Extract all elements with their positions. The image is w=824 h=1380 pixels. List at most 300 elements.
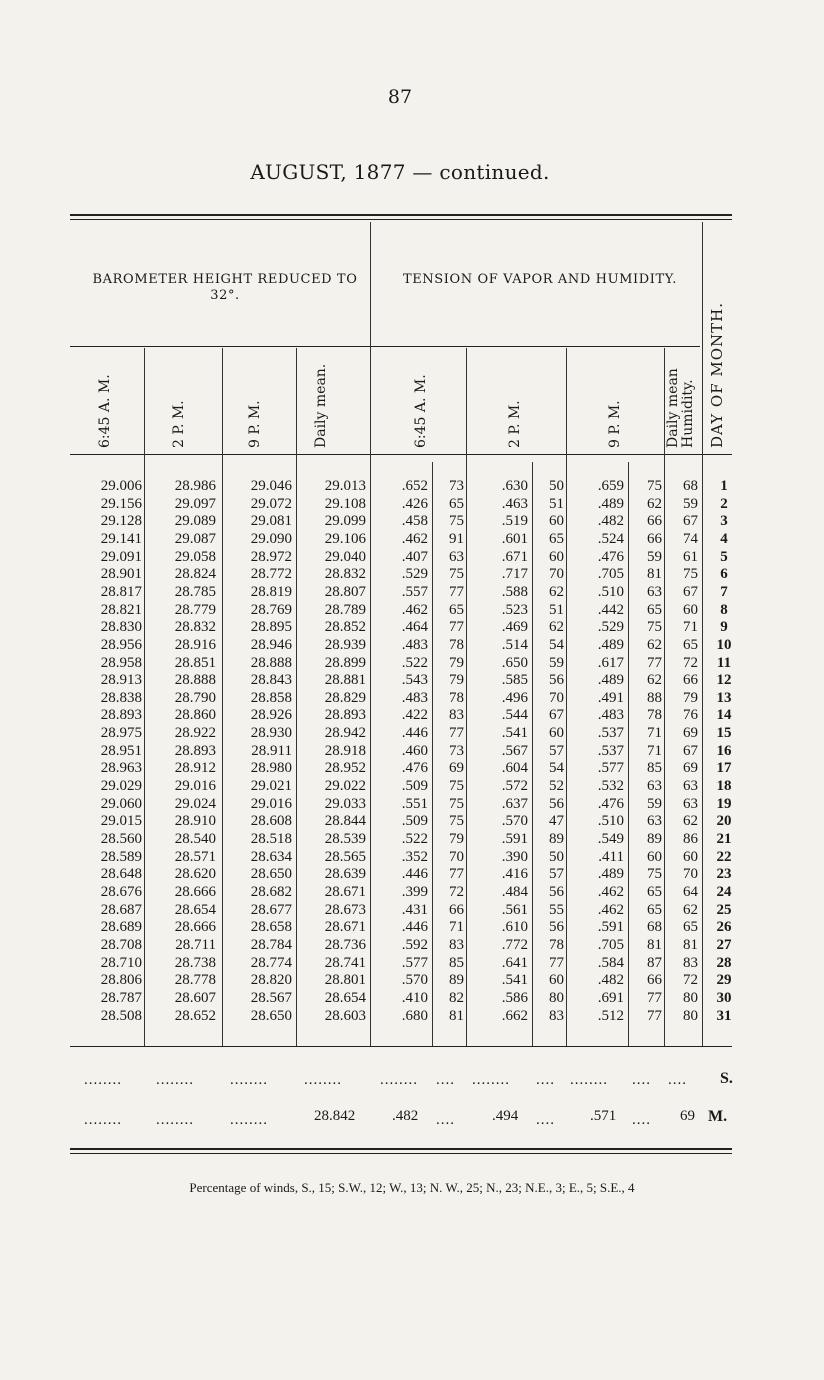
cell-bar-9pm: 28.772: [250, 566, 292, 583]
cell-hum-645: 75: [449, 513, 464, 530]
cell-vap-2pm: .463: [501, 495, 528, 512]
cell-vap-645: .464: [401, 619, 428, 636]
cell-vap-2pm: .519: [501, 513, 528, 530]
cell-hum-mean: 66: [683, 672, 698, 689]
cell-hum-9pm: 62: [647, 672, 662, 689]
cell-hum-mean: 72: [683, 972, 698, 989]
cell-bar-9pm: 29.021: [250, 778, 292, 795]
cell-vap-645: .570: [401, 972, 428, 989]
cell-vap-2pm: .662: [501, 1007, 528, 1024]
cell-vap-9pm: .462: [597, 901, 624, 918]
cell-hum-9pm: 88: [647, 689, 662, 706]
cell-vap-9pm: .532: [597, 778, 624, 795]
cell-bar-mean: 28.942: [324, 725, 366, 742]
cell-vap-645: .476: [401, 760, 428, 777]
header-vapor-9pm: 9 P. M.: [607, 400, 623, 448]
cell-vap-9pm: .462: [597, 883, 624, 900]
cell-hum-9pm: 62: [647, 495, 662, 512]
cell-hum-mean: 76: [683, 707, 698, 724]
cell-bar-2pm: 28.620: [174, 866, 216, 883]
cell-vap-2pm: .561: [501, 901, 528, 918]
cell-bar-2pm: 28.986: [174, 478, 216, 494]
group-header-vapor: TENSION OF VAPOR AND HUMIDITY.: [402, 272, 678, 287]
cell-hum-2pm: 77: [549, 954, 564, 971]
cell-hum-2pm: 51: [549, 601, 564, 618]
cell-vap-2pm: .484: [501, 883, 528, 900]
dots: ....: [436, 1112, 455, 1128]
cell-hum-9pm: 65: [647, 883, 662, 900]
cell-bar-2pm: 28.832: [174, 619, 216, 636]
cell-hum-mean: 83: [683, 954, 698, 971]
cell-vap-2pm: .570: [501, 813, 528, 830]
cell-hum-645: 73: [449, 478, 464, 494]
divider-col: [466, 348, 467, 1046]
cell-hum-645: 77: [449, 619, 464, 636]
cell-hum-mean: 64: [683, 883, 698, 900]
cell-bar-645: 29.029: [100, 778, 142, 795]
cell-bar-9pm: 28.677: [250, 901, 292, 918]
cell-bar-9pm: 28.980: [250, 760, 292, 777]
cell-bar-645: 28.689: [100, 919, 142, 936]
cell-hum-2pm: 56: [549, 672, 564, 689]
cell-day: 23: [716, 866, 732, 883]
header-day-of-month: DAY OF MONTH.: [708, 301, 726, 448]
cell-hum-9pm: 77: [647, 1007, 662, 1024]
cell-day: 11: [716, 654, 732, 671]
cell-bar-645: 28.963: [100, 760, 142, 777]
summary-vapor-9pm: .571: [590, 1108, 617, 1124]
cell-vap-645: .352: [401, 848, 428, 865]
cell-bar-9pm: 28.819: [250, 583, 292, 600]
cell-vap-9pm: .529: [597, 619, 624, 636]
cell-hum-9pm: 63: [647, 813, 662, 830]
cell-bar-mean: 28.654: [324, 989, 366, 1006]
cell-bar-9pm: 29.072: [250, 495, 292, 512]
cell-hum-mean: 65: [683, 919, 698, 936]
cell-vap-645: .422: [401, 707, 428, 724]
cell-hum-mean: 68: [683, 478, 698, 494]
cell-hum-2pm: 59: [549, 654, 564, 671]
cell-bar-2pm: 28.607: [174, 989, 216, 1006]
cell-vap-2pm: .586: [501, 989, 528, 1006]
cell-vap-645: .446: [401, 866, 428, 883]
cell-bar-645: 29.091: [100, 548, 142, 565]
cell-bar-2pm: 28.711: [175, 936, 216, 953]
cell-vap-2pm: .572: [501, 778, 528, 795]
cell-bar-mean: 28.801: [324, 972, 366, 989]
cell-vap-2pm: .588: [501, 583, 528, 600]
cell-vap-2pm: .541: [501, 972, 528, 989]
cell-vap-645: .509: [401, 813, 428, 830]
cell-bar-645: 28.951: [100, 742, 142, 759]
cell-hum-mean: 60: [683, 848, 698, 865]
cell-bar-645: 28.956: [100, 636, 142, 653]
cell-bar-9pm: 28.682: [250, 883, 292, 900]
cell-hum-9pm: 63: [647, 778, 662, 795]
dots: ....: [632, 1112, 651, 1128]
cell-day: 28: [716, 954, 732, 971]
cell-day: 24: [716, 883, 732, 900]
cell-vap-2pm: .469: [501, 619, 528, 636]
cell-bar-mean: 28.939: [324, 636, 366, 653]
cell-vap-645: .483: [401, 689, 428, 706]
cell-vap-645: .431: [401, 901, 428, 918]
cell-bar-2pm: 28.916: [174, 636, 216, 653]
cell-vap-645: .462: [401, 530, 428, 547]
dots: ........: [84, 1072, 122, 1088]
cell-bar-645: 28.676: [100, 883, 142, 900]
dots: ....: [632, 1072, 651, 1088]
cell-vap-2pm: .390: [501, 848, 528, 865]
cell-day: 26: [716, 919, 732, 936]
cell-vap-645: .577: [401, 954, 428, 971]
cell-bar-mean: 29.040: [324, 548, 366, 565]
cell-hum-645: 89: [449, 972, 464, 989]
cell-vap-645: .557: [401, 583, 428, 600]
cell-hum-645: 72: [449, 883, 464, 900]
cell-bar-2pm: 29.016: [174, 778, 216, 795]
dots: ........: [380, 1072, 418, 1088]
cell-day: 6: [720, 566, 728, 583]
cell-hum-2pm: 54: [549, 760, 564, 777]
cell-day: 14: [716, 707, 732, 724]
cell-bar-mean: 28.952: [324, 760, 366, 777]
divider-barometer-vapor: [370, 222, 371, 1046]
cell-hum-2pm: 57: [549, 866, 564, 883]
cell-vap-9pm: .705: [597, 566, 624, 583]
divider-col: [566, 348, 567, 1046]
cell-hum-645: 71: [449, 919, 464, 936]
cell-bar-mean: 28.736: [324, 936, 366, 953]
cell-vap-9pm: .691: [597, 989, 624, 1006]
cell-vap-2pm: .630: [501, 478, 528, 494]
cell-bar-2pm: 28.860: [174, 707, 216, 724]
cell-vap-9pm: .659: [597, 478, 624, 494]
cell-bar-2pm: 28.738: [174, 954, 216, 971]
dots: ....: [668, 1072, 687, 1088]
cell-bar-9pm: 28.888: [250, 654, 292, 671]
cell-bar-645: 28.893: [100, 707, 142, 724]
cell-day: 13: [716, 689, 732, 706]
cell-hum-9pm: 63: [647, 583, 662, 600]
cell-vap-2pm: .514: [501, 636, 528, 653]
cell-vap-645: .462: [401, 601, 428, 618]
cell-vap-645: .529: [401, 566, 428, 583]
cell-vap-645: .522: [401, 654, 428, 671]
dots: ........: [472, 1072, 510, 1088]
cell-bar-645: 28.913: [100, 672, 142, 689]
dots: ........: [570, 1072, 608, 1088]
cell-hum-9pm: 71: [647, 742, 662, 759]
dots: ........: [230, 1112, 268, 1128]
cell-bar-645: 29.006: [100, 478, 142, 494]
divider-col: [222, 348, 223, 1046]
cell-bar-9pm: 28.911: [251, 742, 292, 759]
cell-vap-645: .592: [401, 936, 428, 953]
cell-hum-2pm: 47: [549, 813, 564, 830]
cell-vap-645: .399: [401, 883, 428, 900]
cell-hum-2pm: 52: [549, 778, 564, 795]
cell-hum-mean: 69: [683, 725, 698, 742]
cell-vap-2pm: .637: [501, 795, 528, 812]
wind-footnote: Percentage of winds, S., 15; S.W., 12; W., 13; N. W., 25; N., 23; N.E., 3; E., 5; S.E., 4: [189, 1180, 635, 1195]
cell-hum-mean: 69: [683, 760, 698, 777]
cell-hum-645: 81: [449, 1007, 464, 1024]
dots: ....: [536, 1112, 555, 1128]
cell-vap-645: .483: [401, 636, 428, 653]
cell-bar-9pm: 28.518: [250, 831, 292, 847]
cell-day: 20: [716, 813, 732, 830]
body-bottom-rule: [70, 1046, 732, 1047]
cell-bar-2pm: 29.058: [174, 548, 216, 565]
cell-bar-2pm: 28.912: [174, 760, 216, 777]
cell-hum-2pm: 54: [549, 636, 564, 653]
header-barometer-645: 6:45 A. M.: [97, 374, 113, 448]
cell-hum-645: 75: [449, 813, 464, 830]
cell-vap-645: .446: [401, 725, 428, 742]
cell-day: 5: [720, 548, 728, 565]
cell-bar-2pm: 28.893: [174, 742, 216, 759]
cell-bar-645: 28.838: [100, 689, 142, 706]
cell-bar-2pm: 28.666: [174, 883, 216, 900]
cell-hum-9pm: 65: [647, 901, 662, 918]
cell-hum-mean: 67: [683, 742, 698, 759]
cell-day: 7: [720, 583, 728, 600]
cell-hum-mean: 67: [683, 513, 698, 530]
cell-vap-645: .410: [401, 989, 428, 1006]
cell-vap-9pm: .491: [597, 689, 624, 706]
cell-bar-9pm: 28.650: [250, 866, 292, 883]
header-barometer-daily-mean: Daily mean.: [313, 363, 329, 448]
cell-bar-mean: 28.671: [324, 919, 366, 936]
cell-bar-mean: 28.539: [324, 831, 366, 847]
cell-bar-645: 29.015: [100, 813, 142, 830]
cell-hum-2pm: 60: [549, 725, 564, 742]
divider-col: [144, 348, 145, 1046]
cell-hum-645: 83: [449, 936, 464, 953]
cell-bar-mean: 28.741: [324, 954, 366, 971]
header-vapor-645: 6:45 A. M.: [413, 374, 429, 448]
cell-day: 3: [720, 513, 728, 530]
summary-mean-barometer: 28.842: [314, 1108, 356, 1124]
cell-hum-645: 79: [449, 831, 464, 847]
cell-hum-2pm: 57: [549, 742, 564, 759]
cell-bar-2pm: 28.790: [174, 689, 216, 706]
cell-hum-9pm: 75: [647, 478, 662, 494]
cell-bar-645: 28.958: [100, 654, 142, 671]
cell-bar-2pm: 29.089: [174, 513, 216, 530]
cell-hum-mean: 80: [683, 1007, 698, 1024]
dots: ........: [304, 1072, 342, 1088]
dots: ....: [536, 1072, 555, 1088]
cell-bar-645: 28.806: [100, 972, 142, 989]
cell-bar-2pm: 28.654: [174, 901, 216, 918]
cell-vap-9pm: .537: [597, 725, 624, 742]
cell-bar-645: 28.975: [100, 725, 142, 742]
cell-hum-9pm: 59: [647, 548, 662, 565]
cell-hum-645: 65: [449, 601, 464, 618]
top-rule-thin: [70, 219, 732, 220]
cell-hum-9pm: 66: [647, 513, 662, 530]
cell-bar-9pm: 28.784: [250, 936, 292, 953]
dots: ....: [436, 1072, 455, 1088]
cell-vap-9pm: .584: [597, 954, 624, 971]
cell-hum-2pm: 83: [549, 1007, 564, 1024]
cell-vap-2pm: .772: [501, 936, 528, 953]
cell-vap-9pm: .510: [597, 583, 624, 600]
cell-hum-9pm: 71: [647, 725, 662, 742]
cell-hum-9pm: 75: [647, 866, 662, 883]
cell-bar-9pm: 28.650: [250, 1007, 292, 1024]
cell-vap-2pm: .541: [501, 725, 528, 742]
cell-hum-645: 78: [449, 636, 464, 653]
summary-label-s: S.: [720, 1070, 733, 1087]
cell-vap-9pm: .591: [597, 919, 624, 936]
cell-bar-9pm: 28.774: [250, 954, 292, 971]
cell-hum-9pm: 75: [647, 619, 662, 636]
cell-bar-2pm: 28.778: [174, 972, 216, 989]
cell-vap-9pm: .489: [597, 636, 624, 653]
cell-vap-645: .680: [401, 1007, 428, 1024]
cell-bar-645: 28.648: [100, 866, 142, 883]
cell-day: 17: [716, 760, 732, 777]
cell-hum-645: 65: [449, 495, 464, 512]
cell-bar-9pm: 29.016: [250, 795, 292, 812]
cell-hum-2pm: 67: [549, 707, 564, 724]
cell-bar-645: 28.821: [100, 601, 142, 618]
cell-bar-mean: 28.881: [324, 672, 366, 689]
cell-hum-2pm: 51: [549, 495, 564, 512]
cell-vap-2pm: .610: [501, 919, 528, 936]
header-bottom-rule: [70, 454, 732, 455]
cell-bar-9pm: 28.946: [250, 636, 292, 653]
cell-vap-9pm: .617: [597, 654, 624, 671]
header-daily-mean-humidity: Daily mean Humidity.: [665, 368, 696, 448]
cell-vap-2pm: .601: [501, 530, 528, 547]
cell-bar-645: 29.128: [100, 513, 142, 530]
cell-day: 22: [716, 848, 732, 865]
cell-hum-mean: 62: [683, 901, 698, 918]
cell-bar-645: 28.830: [100, 619, 142, 636]
cell-bar-645: 28.687: [100, 901, 142, 918]
cell-bar-2pm: 29.024: [174, 795, 216, 812]
cell-bar-mean: 28.807: [324, 583, 366, 600]
cell-hum-645: 79: [449, 672, 464, 689]
cell-hum-mean: 70: [683, 866, 698, 883]
cell-vap-645: .509: [401, 778, 428, 795]
cell-vap-9pm: .549: [597, 831, 624, 847]
cell-hum-mean: 79: [683, 689, 698, 706]
cell-hum-2pm: 56: [549, 919, 564, 936]
cell-bar-645: 29.141: [100, 530, 142, 547]
cell-day: 1: [720, 478, 728, 494]
cell-bar-645: 29.060: [100, 795, 142, 812]
cell-hum-645: 78: [449, 689, 464, 706]
divider-col: [432, 462, 433, 1046]
cell-vap-2pm: .416: [501, 866, 528, 883]
cell-vap-2pm: .671: [501, 548, 528, 565]
cell-hum-2pm: 70: [549, 566, 564, 583]
cell-vap-2pm: .591: [501, 831, 528, 847]
cell-bar-9pm: 28.769: [250, 601, 292, 618]
cell-bar-2pm: 29.097: [174, 495, 216, 512]
cell-bar-645: 28.787: [100, 989, 142, 1006]
cell-vap-2pm: .544: [501, 707, 528, 724]
cell-day: 18: [716, 778, 732, 795]
cell-bar-mean: 29.099: [324, 513, 366, 530]
cell-hum-2pm: 62: [549, 583, 564, 600]
cell-vap-645: .460: [401, 742, 428, 759]
cell-vap-9pm: .510: [597, 813, 624, 830]
cell-hum-mean: 62: [683, 813, 698, 830]
cell-hum-mean: 65: [683, 636, 698, 653]
cell-day: 12: [716, 672, 732, 689]
divider-day: [702, 222, 703, 1046]
cell-hum-645: 70: [449, 848, 464, 865]
cell-day: 30: [716, 989, 732, 1006]
cell-vap-9pm: .483: [597, 707, 624, 724]
cell-vap-2pm: .717: [501, 566, 528, 583]
cell-bar-9pm: 28.820: [250, 972, 292, 989]
cell-hum-mean: 74: [683, 530, 698, 547]
cell-day: 9: [720, 619, 728, 636]
cell-hum-645: 83: [449, 707, 464, 724]
header-vapor-2pm: 2 P. M.: [507, 400, 523, 448]
cell-bar-mean: 28.603: [324, 1007, 366, 1024]
cell-bar-mean: 28.832: [324, 566, 366, 583]
cell-vap-2pm: .641: [501, 954, 528, 971]
divider-col: [628, 462, 629, 1046]
cell-vap-9pm: .489: [597, 495, 624, 512]
cell-bar-mean: 28.893: [324, 707, 366, 724]
cell-hum-2pm: 89: [549, 831, 564, 847]
cell-day: 4: [720, 530, 728, 547]
cell-vap-645: .407: [401, 548, 428, 565]
cell-vap-645: .543: [401, 672, 428, 689]
cell-hum-645: 85: [449, 954, 464, 971]
cell-bar-mean: 28.671: [324, 883, 366, 900]
cell-hum-9pm: 87: [647, 954, 662, 971]
cell-bar-645: 28.901: [100, 566, 142, 583]
cell-bar-mean: 28.789: [324, 601, 366, 618]
cell-bar-mean: 29.106: [324, 530, 366, 547]
cell-vap-9pm: .489: [597, 866, 624, 883]
cell-bar-2pm: 28.779: [174, 601, 216, 618]
cell-vap-9pm: .476: [597, 548, 624, 565]
cell-hum-mean: 71: [683, 619, 698, 636]
cell-hum-645: 77: [449, 583, 464, 600]
summary-vapor-645: .482: [392, 1108, 419, 1124]
cell-hum-645: 77: [449, 725, 464, 742]
cell-vap-645: .426: [401, 495, 428, 512]
cell-hum-mean: 72: [683, 654, 698, 671]
cell-vap-9pm: .512: [597, 1007, 624, 1024]
dots: ........: [230, 1072, 268, 1088]
cell-vap-9pm: .482: [597, 972, 624, 989]
cell-bar-9pm: 28.858: [250, 689, 292, 706]
cell-hum-2pm: 56: [549, 795, 564, 812]
cell-vap-9pm: .442: [597, 601, 624, 618]
cell-bar-2pm: 28.571: [174, 848, 216, 865]
cell-bar-645: 28.817: [100, 583, 142, 600]
page-number: 87: [387, 86, 413, 108]
cell-bar-645: 28.708: [100, 936, 142, 953]
cell-day: 29: [716, 972, 732, 989]
cell-hum-mean: 61: [683, 548, 698, 565]
cell-bar-2pm: 28.910: [174, 813, 216, 830]
cell-bar-9pm: 28.843: [250, 672, 292, 689]
divider-col: [532, 462, 533, 1046]
